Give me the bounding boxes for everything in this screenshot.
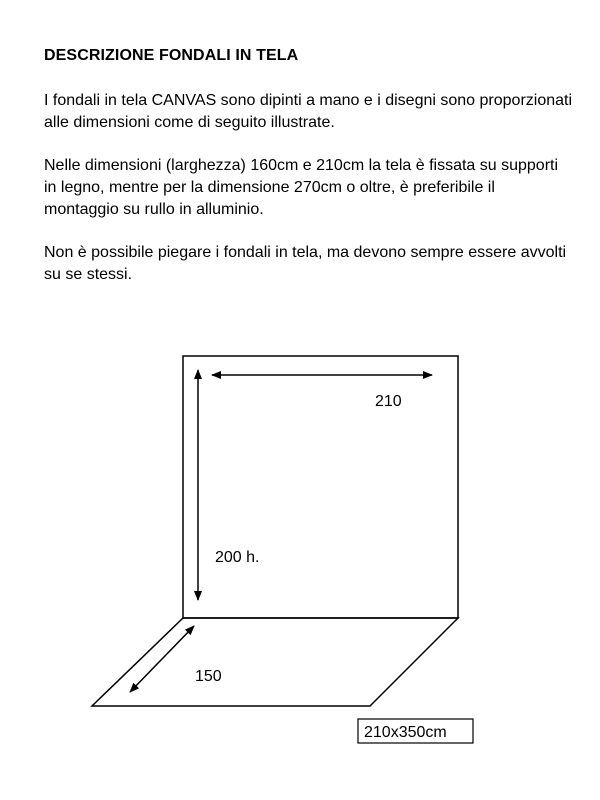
paragraph-intro: I fondali in tela CANVAS sono dipinti a mano e i disegni sono proporzionati alle dimensioni come di seguito illustrate. [44, 92, 573, 131]
document-title: DESCRIZIONE FONDALI IN TELA [44, 47, 299, 64]
paragraph-care: Non è possibile piegare i fondali in tela, ma devono sempre essere avvolti su se stessi. [44, 244, 567, 283]
size-caption: 210x350cm [364, 724, 447, 741]
paragraph-mounting: Nelle dimensioni (larghezza) 160cm e 210cm la tela è fissata su supporti in legno, mentre per la dimensione 270cm o oltre, è preferibile il montaggio su rullo in alluminio. [44, 157, 559, 218]
depth-label: 150 [195, 668, 222, 685]
floor-sheet [92, 618, 458, 706]
width-label: 210 [375, 393, 402, 410]
backdrop-panel [183, 356, 458, 618]
height-label: 200 h. [215, 549, 260, 566]
